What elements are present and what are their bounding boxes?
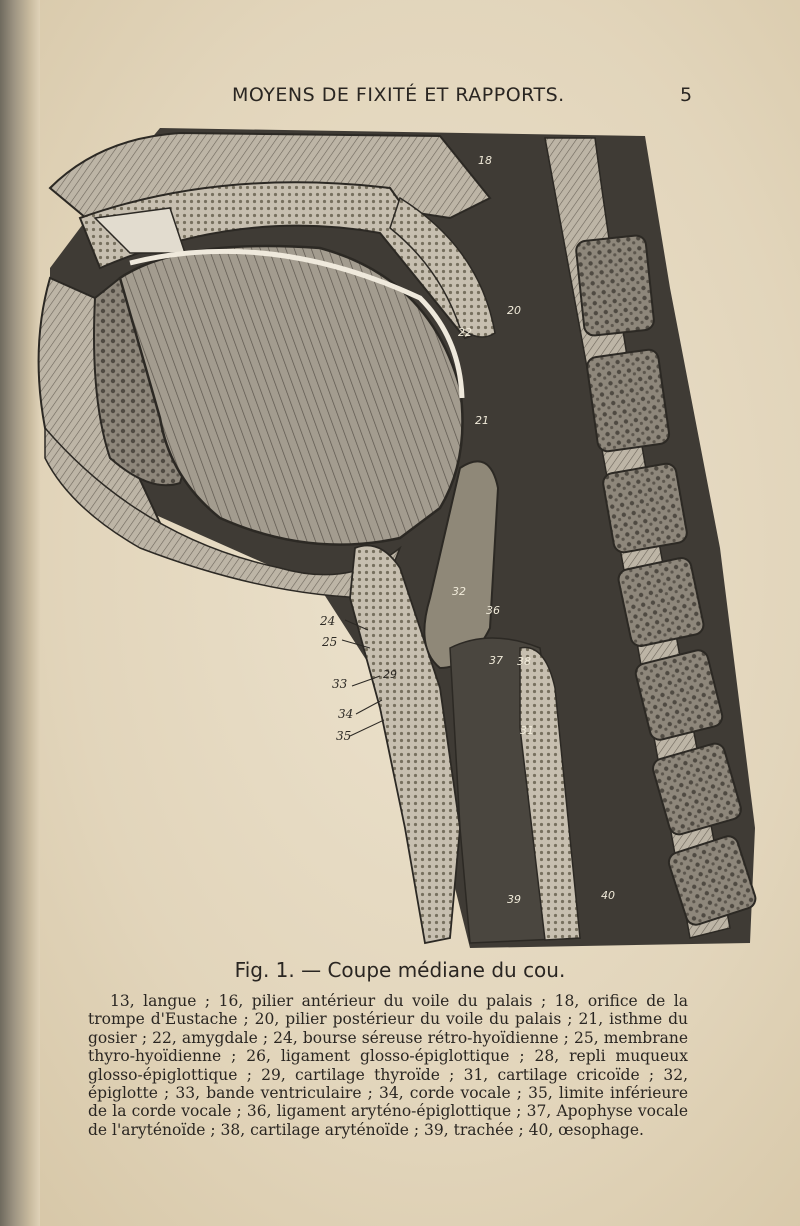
label-40: 40 <box>601 889 615 902</box>
label-37: 37 <box>489 654 503 667</box>
anatomical-illustration <box>20 128 770 953</box>
label-18: 18 <box>478 154 492 167</box>
label-34: 34 <box>338 707 354 721</box>
label-36: 36 <box>486 604 500 617</box>
label-22: 22 <box>458 326 472 339</box>
neck-median-section-drawing <box>20 128 770 953</box>
running-header <box>0 84 800 114</box>
label-38: 38 <box>517 655 531 668</box>
label-32: 32 <box>452 585 466 598</box>
figure-caption-title: Fig. 1. — Coupe médiane du cou. <box>234 958 566 982</box>
label-25: 25 <box>322 635 338 649</box>
label-20: 20 <box>507 304 521 317</box>
label-24: 24 <box>320 614 336 628</box>
figure-legend: 13, langue ; 16, pilier antérieur du voile du palais ; 18, orifice de la trompe d'Eustache ; 20, pilier postérieur du voile du palais ; 21, isthme du gosier ; 22, amygdale ; 24, bourse séreuse rétro-hyoïdienne ; 25, membrane thyro-hyoïdienne ; 26, ligament glosso-épiglottique ; 28, repli muqueux glosso-épiglottique ; 29, cartilage thyroïde ; 31, cartilage cricoïde ; 32, épiglotte ; 33, bande ventriculaire ; 34, corde vocale ; 35, limite inférieure de la corde vocale ; 36, ligament aryténo-épiglottique ; 37, Apophyse vocale de l'aryténoïde ; 38, cartilage aryténoïde ; 39, trachée ; 40, œsophage. <box>88 992 688 1139</box>
page-number: 5 <box>680 84 693 106</box>
label-35: 35 <box>336 729 352 743</box>
running-title: MOYENS DE FIXITÉ ET RAPPORTS. <box>232 84 565 106</box>
label-33: 33 <box>332 677 348 691</box>
label-29: 29 <box>383 668 397 681</box>
label-31: 31 <box>520 724 534 737</box>
label-39: 39 <box>507 893 521 906</box>
label-21: 21 <box>475 414 489 427</box>
